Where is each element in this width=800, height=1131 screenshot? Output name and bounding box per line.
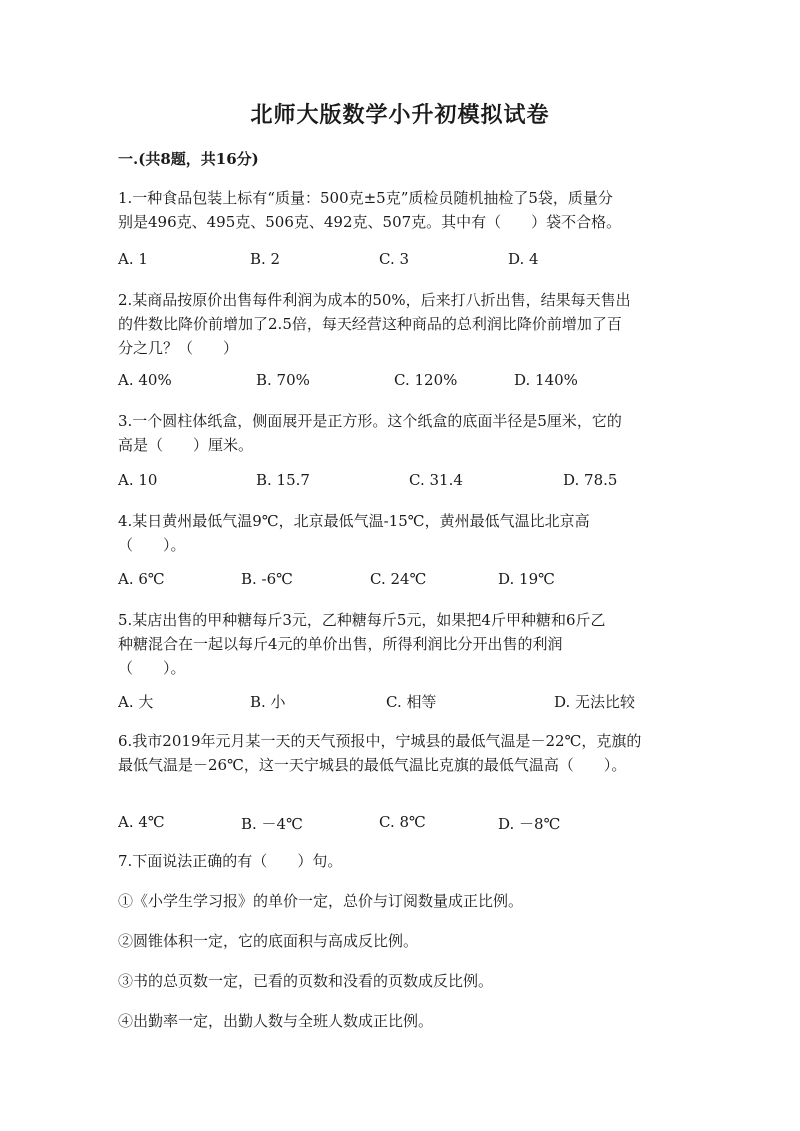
question-line: （ ）。 (118, 659, 186, 677)
option-c: C. 相等 (386, 693, 437, 711)
question-line: 分之几？（ ） (118, 339, 239, 357)
question-7: 7.下面说法正确的有（ ）句。 (118, 852, 343, 870)
option-c: C. 8℃ (379, 813, 426, 831)
option-c: C. 3 (379, 250, 410, 268)
question-line: 高是（ ）厘米。 (118, 436, 254, 454)
question-5 (118, 608, 606, 680)
option-a: A. 10 (118, 471, 158, 489)
option-d: D. 140% (514, 371, 578, 389)
option-d: D. 19℃ (498, 570, 555, 588)
option-b: B. 2 (250, 250, 281, 268)
statement-3: ③书的总页数一定，已看的页数和没看的页数成反比例。 (118, 972, 494, 990)
question-line: 2.某商品按原价出售每件利润为成本的50%，后来打八折出售，结果每天售出 (118, 291, 631, 309)
option-b: B. 15.7 (256, 471, 310, 489)
statement-1: ①《小学生学习报》的单价一定，总价与订阅数量成正比例。 (118, 892, 524, 910)
question-line: 3.一个圆柱体纸盒，侧面展开是正方形。这个纸盒的底面半径是5厘米，它的 (118, 412, 622, 430)
option-d: D. 78.5 (563, 471, 618, 489)
option-a: A. 6℃ (118, 570, 165, 588)
option-a: A. 40% (118, 371, 172, 389)
question-line: 最低气温是－26℃，这一天宁城县的最低气温比克旗的最低气温高（ ）。 (118, 756, 627, 774)
option-a: A. 1 (118, 250, 148, 268)
question-line: 6.我市2019年元月某一天的天气预报中，宁城县的最低气温是－22℃，克旗的 (118, 732, 642, 750)
question-line: 1.一种食品包装上标有“质量：500克±5克”质检员随机抽检了5袋，质量分 (118, 189, 613, 207)
statement-4: ④出勤率一定，出勤人数与全班人数成正比例。 (118, 1012, 434, 1030)
option-d: D. 4 (508, 250, 539, 268)
option-b: B. 小 (250, 693, 286, 711)
question-4 (118, 509, 590, 557)
question-line: 的件数比降价前增加了2.5倍，每天经营这种商品的总利润比降价前增加了百 (118, 315, 622, 333)
question-line: 种糖混合在一起以每斤4元的单价出售，所得利润比分开出售的利润 (118, 635, 563, 653)
option-a: A. 大 (118, 693, 154, 711)
question-3 (118, 409, 622, 457)
page-title: 北师大版数学小升初模拟试卷 (250, 102, 550, 128)
statement-2: ②圆锥体积一定，它的底面积与高成反比例。 (118, 932, 419, 950)
option-c: C. 31.4 (409, 471, 463, 489)
question-2 (118, 288, 631, 360)
question-line: 5.某店出售的甲种糖每斤3元，乙种糖每斤5元，如果把4斤甲种糖和6斤乙 (118, 611, 606, 629)
question-line: 别是496克、495克、506克、492克、507克。其中有（ ）袋不合格。 (118, 213, 622, 231)
question-line: 4.某日黄州最低气温9℃，北京最低气温-15℃，黄州最低气温比北京高 (118, 512, 590, 530)
option-c: C. 120% (394, 371, 458, 389)
option-b: B. -6℃ (241, 570, 293, 588)
question-1 (118, 186, 621, 234)
option-a: A. 4℃ (118, 813, 165, 831)
section-heading: 一.(共8题，共16分) (118, 150, 259, 168)
option-b: B. －4℃ (241, 815, 303, 833)
question-line: （ ）。 (118, 536, 186, 554)
question-6 (118, 729, 641, 777)
option-d: D. －8℃ (498, 815, 561, 833)
option-c: C. 24℃ (370, 570, 427, 588)
option-b: B. 70% (256, 371, 310, 389)
option-d: D. 无法比较 (554, 693, 636, 711)
